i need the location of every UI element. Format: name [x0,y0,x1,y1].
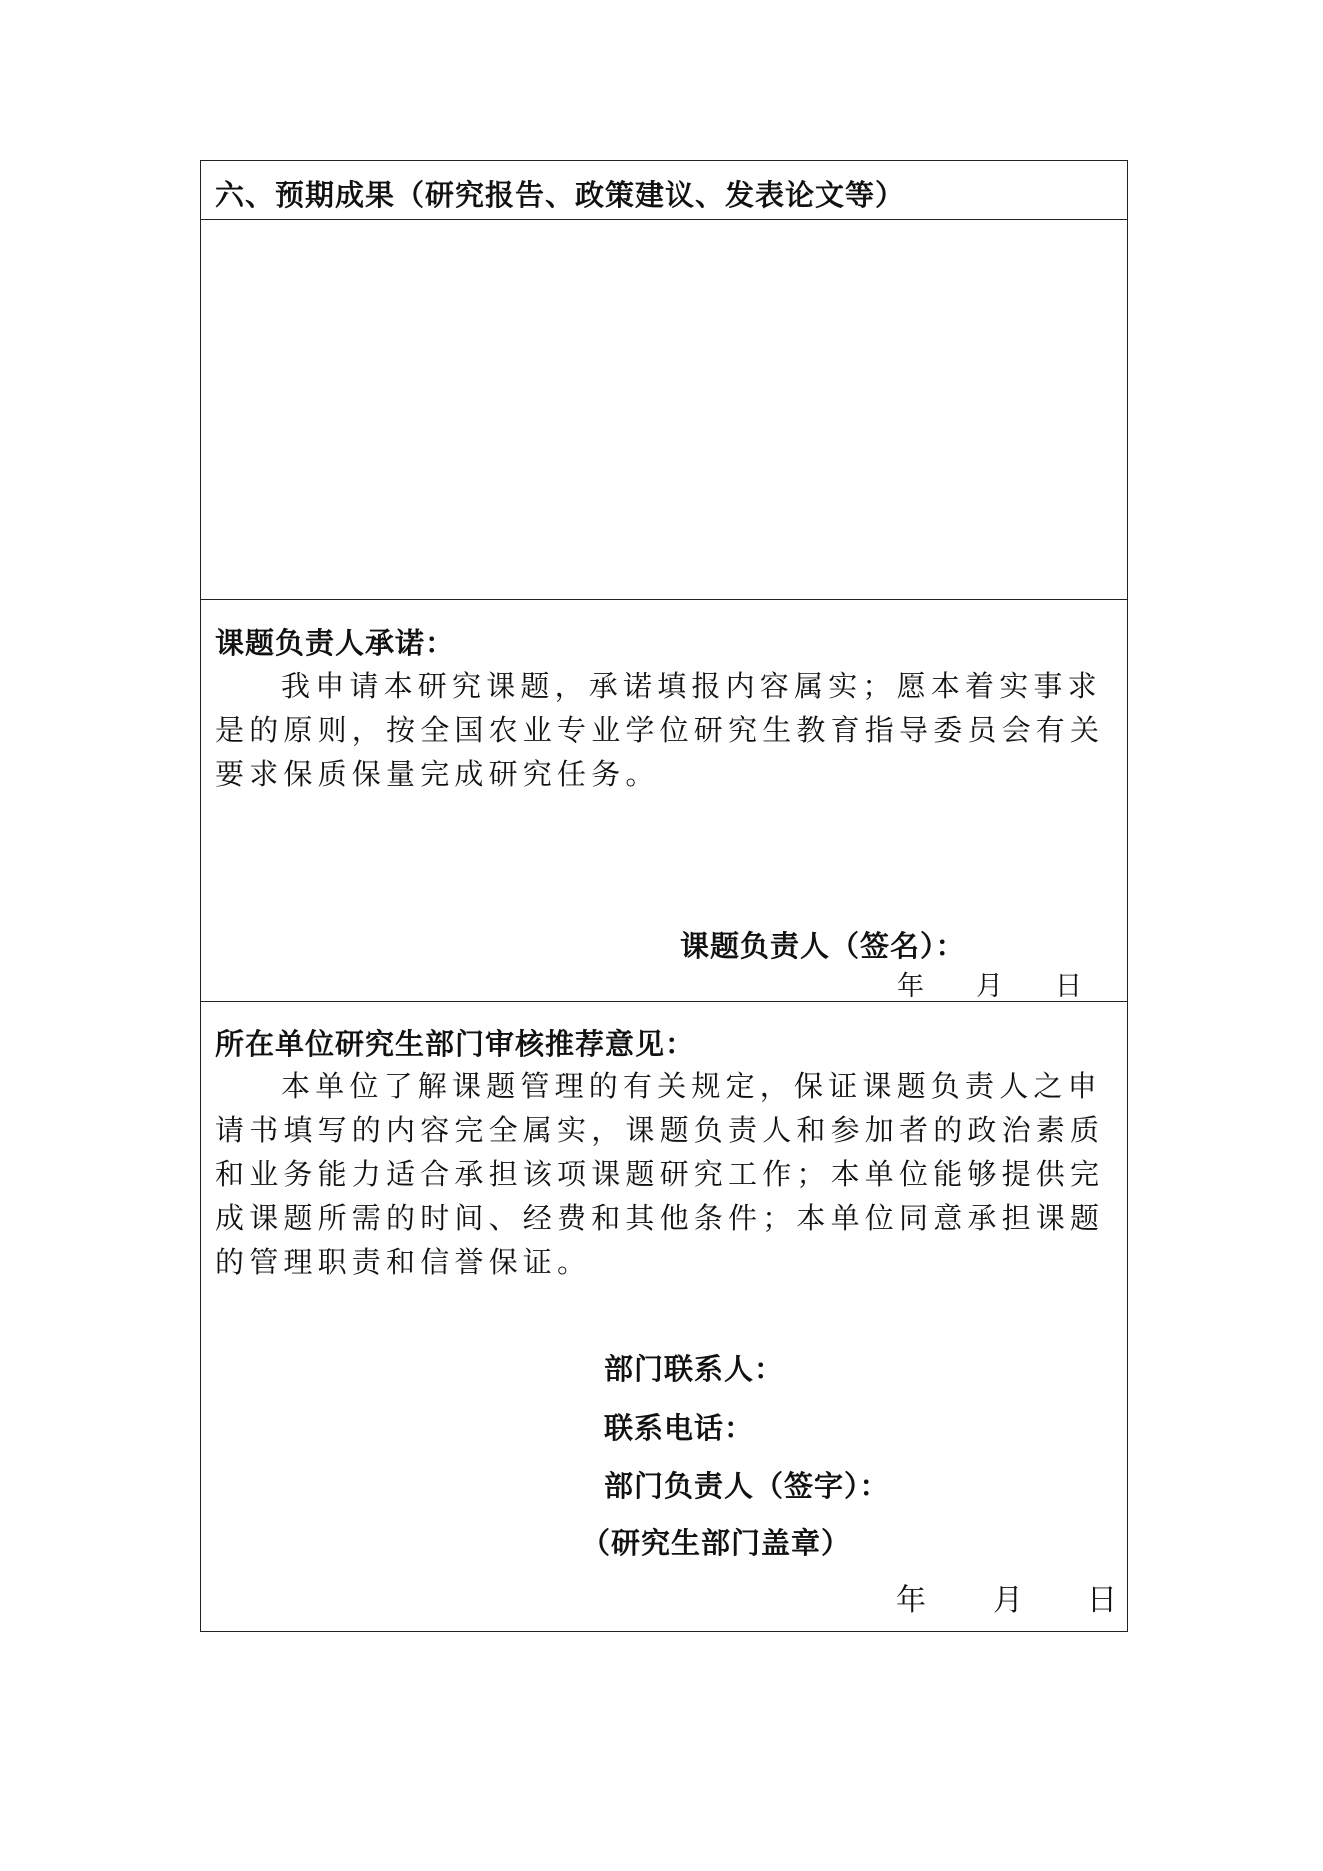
commitment-date-month: 月 [976,971,1003,1002]
application-form-table [200,160,1128,1632]
review-date-month: 月 [993,1583,1023,1618]
leader-signature-label: 课题负责人（签名）： [680,929,966,963]
commitment-date-year: 年 [897,971,924,1002]
review-text: 本单位了解课题管理的有关规定，保证课题负责人之申请书填写的内容完全属实，课题负责人和参加者的政治素质和业务能力适合承担该项课题研究工作；本单位能够提供完成课题所需的时间、经费和其他条件；本单位同意承担课题的管理职责和信誉保证。 [215,1069,1105,1279]
expected-outcomes-field[interactable] [201,219,1127,599]
department-review-section [201,1001,1127,1631]
commitment-title: 课题负责人承诺： [215,626,456,660]
commitment-date-day: 日 [1055,971,1082,1002]
contact-phone-label: 联系电话： [604,1411,755,1445]
commitment-text: 我申请本研究课题，承诺填报内容属实；愿本着实事求是的原则，按全国农业专业学位研究生教育指导委员会有关要求保质保量完成研究任务。 [215,669,1105,791]
department-stamp-label: （研究生部门盖章） [581,1526,852,1560]
commitment-section [201,599,1127,1001]
department-contact-label: 部门联系人： [604,1352,785,1386]
review-date-year: 年 [896,1583,926,1618]
review-title: 所在单位研究生部门审核推荐意见： [215,1027,696,1061]
department-head-signature-label: 部门负责人（签字）： [604,1469,890,1503]
expected-outcomes-section [201,161,1127,599]
review-date-day: 日 [1087,1583,1117,1618]
expected-outcomes-header: 六、预期成果（研究报告、政策建议、发表论文等） [215,178,906,212]
